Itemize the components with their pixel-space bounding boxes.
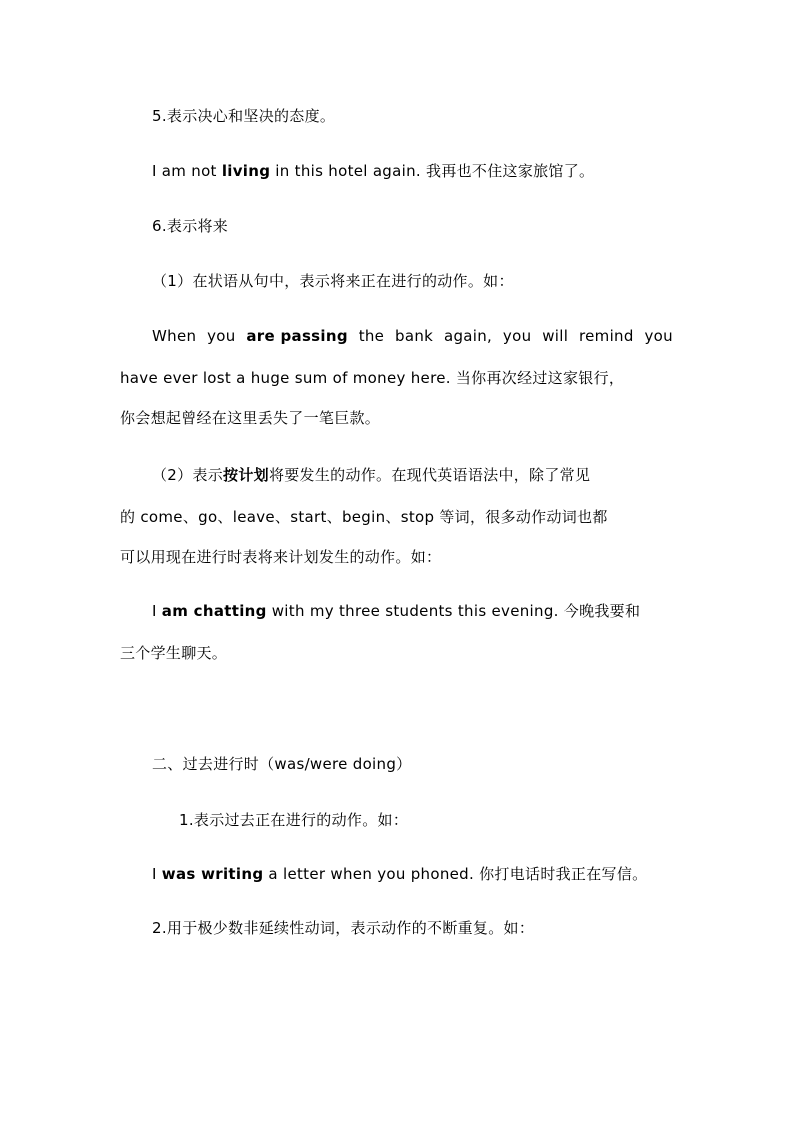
example-verb-emphasis: was writing — [161, 865, 264, 883]
section-6-subpoint-2-line-3: 可以用现在进行时表将来计划发生的动作。如： — [120, 548, 442, 566]
example-verb-emphasis: living — [221, 162, 271, 180]
example-text: I — [152, 602, 162, 620]
subpoint-text: 将要发生的动作。在现代英语语法中，除了常见 — [268, 466, 591, 484]
word: will — [542, 327, 569, 345]
example-text: I — [152, 865, 162, 883]
word: When — [152, 327, 197, 345]
word: the — [358, 327, 385, 345]
part-2-heading: 二、过去进行时（was/were doing） — [152, 755, 412, 773]
part-2-point-1: 1.表示过去正在进行的动作。如： — [179, 811, 409, 829]
example-text: with my three students this evening. 今晚我要和 — [266, 602, 641, 620]
example-text: am not — [161, 162, 222, 180]
word: you — [207, 327, 236, 345]
section-5-heading: 5.表示决心和坚决的态度。 — [152, 107, 336, 125]
example-text: in this hotel again. 我再也不住这家旅馆了。 — [270, 162, 595, 180]
word: you — [644, 327, 673, 345]
section-6-example-1-line-2: have ever lost a huge sum of money here. 当你再次经过这家银行， — [120, 369, 625, 387]
example-text: I — [152, 162, 162, 180]
part-2-example-1 — [152, 864, 647, 884]
word: you — [502, 327, 532, 345]
example-text: a letter when you phoned. 你打电话时我正在写信。 — [263, 865, 648, 883]
word: bank — [395, 327, 434, 345]
section-6-example-1-line-1 — [152, 326, 673, 346]
word: remind — [579, 327, 634, 345]
example-verb-emphasis: are passing — [246, 327, 348, 345]
section-6-subpoint-2-line-2: 的 come、go、leave、start、begin、stop 等词，很多动作动词也都 — [120, 508, 608, 526]
word: again, — [443, 327, 493, 345]
part-2-point-2: 2.用于极少数非延续性动词，表示动作的不断重复。如： — [152, 919, 535, 937]
example-verb-emphasis: am chatting — [161, 602, 267, 620]
section-6-subpoint-1: （1）在状语从句中，表示将来正在进行的动作。如： — [152, 272, 514, 290]
subpoint-text: （2）表示 — [152, 466, 224, 484]
section-6-example-2 — [152, 601, 640, 621]
section-6-example-2-line-2: 三个学生聊天。 — [120, 644, 228, 662]
section-5-example — [152, 161, 594, 181]
section-6-example-1-line-3: 你会想起曾经在这里丢失了一笔巨款。 — [120, 409, 381, 427]
subpoint-emphasis: 按计划 — [223, 466, 269, 484]
section-6-heading: 6.表示将来 — [152, 217, 229, 235]
section-6-subpoint-2 — [152, 465, 590, 485]
